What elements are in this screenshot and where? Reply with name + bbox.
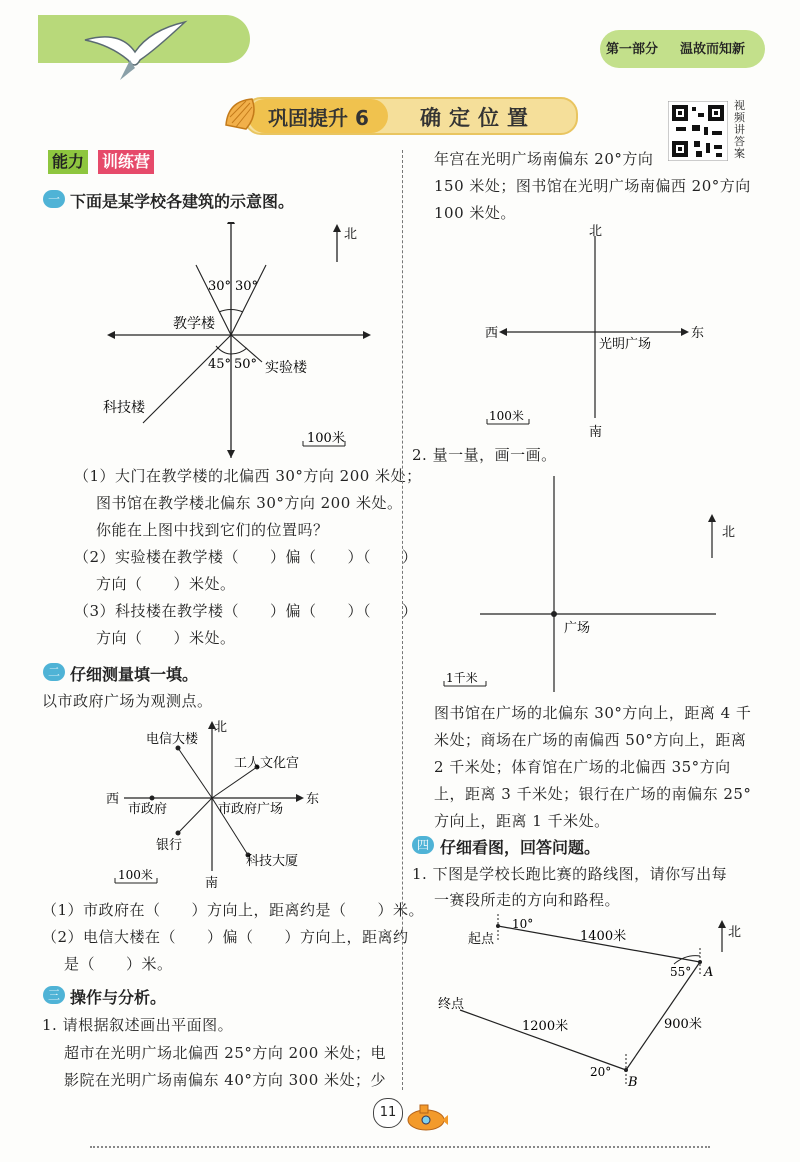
guangming-diagram xyxy=(475,222,715,444)
tech-building-label: 科技楼 xyxy=(103,400,145,416)
section-4-title: 仔细看图，回答问题。 xyxy=(440,838,601,857)
footer-dots xyxy=(90,1146,710,1148)
lab-building-label: 实验楼 xyxy=(265,360,307,376)
s1-q2-line1: （2）实验楼在教学楼（ ）偏（ ）（ ） xyxy=(74,548,418,566)
city-diagram xyxy=(100,715,330,895)
s4-q1-line2: 一赛段所走的方向和路程。 xyxy=(434,891,621,909)
measure-text-line1: 图书馆在广场的北偏东 30°方向上，距离 4 千 xyxy=(434,704,752,722)
angle-20: 20° xyxy=(590,1065,612,1079)
measure-scale-label: 1千米 xyxy=(446,671,478,685)
s2-q2-line1: （2）电信大楼在（ ）偏（ ）方向上，距离约 xyxy=(42,928,409,946)
angle-30-right: 30° xyxy=(235,279,259,294)
header-part: 第一部分 xyxy=(606,42,659,57)
race-route-diagram xyxy=(430,912,770,1094)
gm-east: 东 xyxy=(691,326,705,341)
s1-q1-line1: （1）大门在教学楼的北偏西 30°方向 200 米处； xyxy=(74,467,422,485)
city-gov-label: 市政府 xyxy=(128,802,168,817)
s1-q3-line2: 方向（ ）米处。 xyxy=(96,629,236,647)
gov-plaza-label: 市政府广场 xyxy=(218,802,284,817)
section-1-title: 下面是某学校各建筑的示意图。 xyxy=(70,192,295,211)
gm-north: 北 xyxy=(589,224,603,239)
angle-50: 50° xyxy=(234,357,258,372)
page-number: 11 xyxy=(373,1098,403,1128)
angle-10: 10° xyxy=(512,917,534,931)
measure-north: 北 xyxy=(722,525,736,540)
ability-badge-b: 训练营 xyxy=(98,150,154,174)
qr-label: 视频讲答案 xyxy=(734,99,745,160)
s1-q1-line2: 图书馆在教学楼北偏东 30°方向 200 米处。 xyxy=(96,494,403,512)
lesson-title: 巩固提升 6 xyxy=(268,106,369,130)
distance-1200: 1200米 xyxy=(522,1019,569,1034)
point-b: B xyxy=(628,1075,638,1090)
s2-q1: （1）市政府在（ ）方向上，距离约是（ ）米。 xyxy=(42,901,425,919)
start-label: 起点 xyxy=(468,932,495,947)
angle-45: 45° xyxy=(208,357,232,372)
s4-q1-line1: 1. 下图是学校长跑比赛的路线图，请你写出每 xyxy=(412,865,728,883)
scale-label: 100米 xyxy=(307,431,345,446)
distance-1400: 1400米 xyxy=(580,929,627,944)
s3-text-line4: 150 米处；图书馆在光明广场南偏西 20°方向 xyxy=(434,177,751,195)
column-divider xyxy=(402,150,403,1090)
section-3-number: 三 xyxy=(43,986,65,1004)
submarine-icon xyxy=(404,1100,450,1134)
gm-scale-label: 100米 xyxy=(489,409,524,423)
city-north: 北 xyxy=(214,720,228,735)
gm-west: 西 xyxy=(485,326,499,341)
measure-text-line2: 米处；商场在广场的南偏西 50°方向上，距离 xyxy=(434,731,747,749)
measure-text-line3: 2 千米处；体育馆在广场的北偏西 35°方向 xyxy=(434,758,731,776)
measure-text-line4: 上，距离 3 千米处；银行在广场的南偏东 25° xyxy=(434,785,752,803)
measure-plaza-label: 广场 xyxy=(564,621,591,636)
point-a: A xyxy=(704,965,714,980)
section-1-number: 一 xyxy=(43,190,65,208)
seagull-icon xyxy=(80,10,190,85)
s3-text-line1: 超市在光明广场北偏西 25°方向 200 米处；电 xyxy=(64,1044,387,1062)
s3-text-line2: 影院在光明广场南偏东 40°方向 300 米处；少 xyxy=(64,1071,387,1089)
culture-palace-label: 工人文化宫 xyxy=(234,756,300,771)
s3-q1: 1. 请根据叙述画出平面图。 xyxy=(42,1016,234,1034)
measure-diagram xyxy=(440,472,760,696)
s2-intro: 以市政府广场为观测点。 xyxy=(42,692,213,710)
angle-30-left: 30° xyxy=(208,279,232,294)
s2-q2-line2: 是（ ）米。 xyxy=(64,955,173,973)
s3-text-line5: 100 米处。 xyxy=(434,204,516,222)
city-scale-label: 100米 xyxy=(118,868,153,882)
teaching-building-label: 教学楼 xyxy=(173,316,215,332)
gm-south: 南 xyxy=(589,425,603,440)
s1-q1-line3: 你能在上图中找到它们的位置吗？ xyxy=(96,521,329,539)
angle-55: 55° xyxy=(670,965,692,979)
measure-text-line5: 方向上，距离 1 千米处。 xyxy=(434,812,610,830)
section-2-number: 二 xyxy=(43,663,65,681)
header-subtitle: 温故而知新 xyxy=(680,42,746,57)
qr-code-icon[interactable] xyxy=(668,101,728,161)
s1-q2-line2: 方向（ ）米处。 xyxy=(96,575,236,593)
lesson-topic: 确定位置 xyxy=(420,106,536,130)
section-4-number: 四 xyxy=(412,836,434,854)
north-label-1: 北 xyxy=(344,227,358,242)
end-label: 终点 xyxy=(438,997,465,1012)
ability-badge-a: 能力 xyxy=(48,150,88,174)
city-south: 南 xyxy=(205,876,219,891)
shell-icon xyxy=(222,95,262,133)
tech-tower-label: 科技大厦 xyxy=(246,854,299,869)
city-east: 东 xyxy=(306,792,320,807)
s3-q2: 2. 量一量，画一画。 xyxy=(412,446,557,464)
section-3-title: 操作与分析。 xyxy=(70,988,167,1007)
s1-q3-line1: （3）科技楼在教学楼（ ）偏（ ）（ ） xyxy=(74,602,418,620)
city-west: 西 xyxy=(106,792,120,807)
route-north: 北 xyxy=(728,925,742,940)
bank-label: 银行 xyxy=(156,838,183,853)
section-2-title: 仔细测量填一填。 xyxy=(70,665,199,684)
telecom-label: 电信大楼 xyxy=(146,732,199,747)
distance-900: 900米 xyxy=(664,1017,702,1032)
north-arrow-1 xyxy=(330,222,370,267)
s3-text-line3: 年宫在光明广场南偏东 20°方向 xyxy=(434,150,654,168)
gm-plaza-label: 光明广场 xyxy=(599,337,652,352)
